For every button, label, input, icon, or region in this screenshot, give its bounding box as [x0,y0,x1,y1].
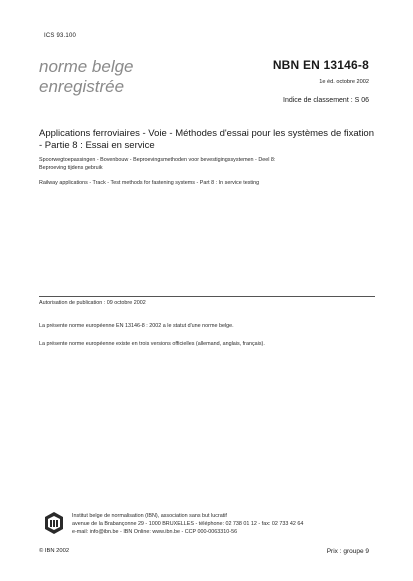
institute-address [72,512,372,536]
copyright: © IBN 2002 [39,548,70,554]
publication-authorization: Autorisation de publication : 09 octobre 2002 [39,300,146,306]
ics-code: ICS 93.100 [44,33,77,39]
versions-statement: La présente norme européenne existe en trois versions officielles (allemand, anglais, français). [39,341,265,347]
edition-date: 1e éd. octobre 2002 [319,79,369,85]
classification-index: Indice de classement : S 06 [283,97,369,104]
english-title: Railway applications - Track - Test methods for fastening systems - Part 8 : In service testing [39,180,260,186]
status-statement: La présente norme européenne EN 13146-8 : 2002 a le statut d'une norme belge. [39,323,234,329]
brand-title [39,57,134,97]
address-line-2: avenue de la Brabançonne 29 - 1000 BRUXELLES - téléphone: 02 738 01 12 - fax: 02 733 42 64 [72,521,304,527]
divider [39,296,375,297]
french-title: Applications ferroviaires - Voie - Méthodes d'essai pour les systèmes de fixation - Partie 8 : Essai en service [39,128,375,151]
dutch-title-line-2: Beproeving tijdens gebruik [39,165,103,171]
brand-line-1: norme belge [39,57,134,76]
dutch-title-line-1: Spoorwegtoepassingen - Bovenbouw - Beproevingsmethoden voor bevestigingssystemen - Deel 8: [39,157,276,163]
dutch-title [39,156,379,172]
ibn-logo-icon [43,511,65,535]
price-group: Prix : groupe 9 [326,548,369,555]
document-number: NBN EN 13146-8 [272,58,369,72]
address-line-1: Institut belge de normalisation (IBN), association sans but lucratif [72,513,227,519]
brand-line-2: enregistrée [39,77,125,96]
address-line-3: e-mail: info@ibn.be - IBN Online: www.ibn.be - CCP 000-0063310-56 [72,529,238,535]
